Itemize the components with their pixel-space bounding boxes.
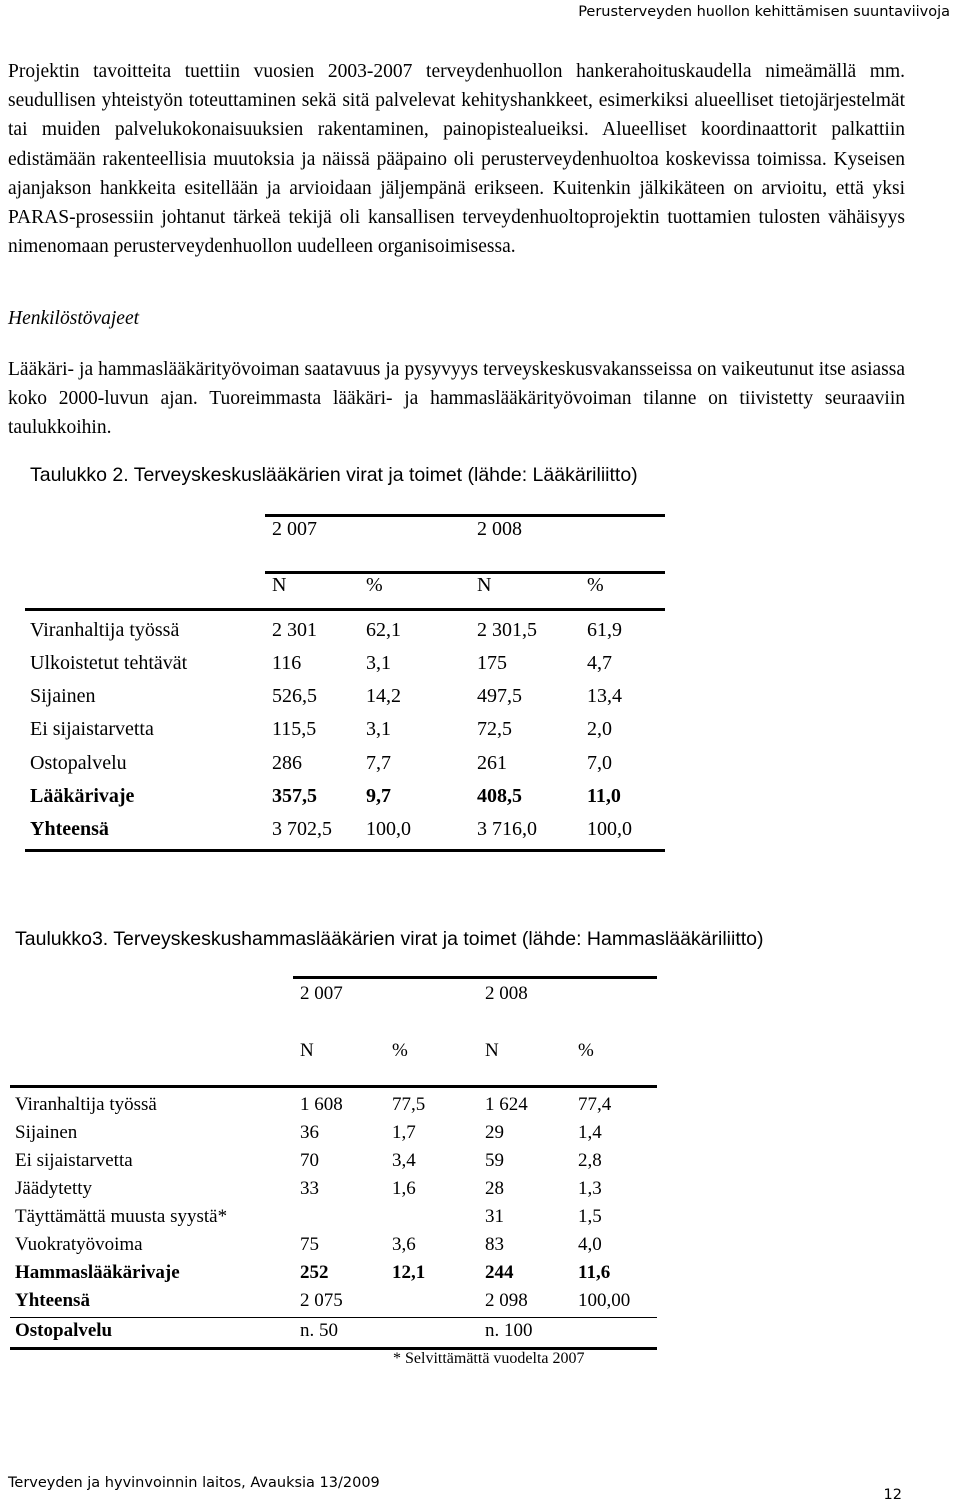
table3-subheader-pct: % [578, 1040, 594, 1061]
table3-cell: 2 075 [300, 1290, 343, 1311]
table3-row-label: Hammaslääkärivaje [15, 1262, 180, 1283]
table3-cell: n. 50 [300, 1320, 338, 1341]
table2-cell: 3 702,5 [272, 818, 332, 840]
table2-cell: 62,1 [366, 619, 401, 641]
table3-cell: 75 [300, 1234, 319, 1255]
table3-cell: 100,00 [578, 1290, 631, 1311]
table2-cell: 526,5 [272, 685, 317, 707]
table2-cell: 3,1 [366, 718, 391, 740]
table3-cell: 4,0 [578, 1234, 602, 1255]
table3-footnote: * Selvittämättä vuodelta 2007 [393, 1350, 585, 1367]
table3-top-rule [293, 976, 657, 979]
table3-year-2008: 2 008 [485, 983, 528, 1004]
table2-subheader-n: N [272, 574, 287, 596]
table3-divider-rule [10, 1317, 657, 1318]
table3-subheader-n: N [485, 1040, 499, 1061]
table3-cell: 1,4 [578, 1122, 602, 1143]
table3-cell: 1,3 [578, 1178, 602, 1199]
table3-cell: 1 624 [485, 1094, 528, 1115]
table3-row-label: Vuokratyövoima [15, 1234, 143, 1255]
table2-row-label: Ulkoistetut tehtävät [30, 652, 188, 674]
table3-cell: 1 608 [300, 1094, 343, 1115]
table2-cell: 2,0 [587, 718, 612, 740]
table3-row-label: Yhteensä [15, 1290, 90, 1311]
table2-cell: 116 [272, 652, 302, 674]
table3-cell: 252 [300, 1262, 329, 1283]
table2-cell: 11,0 [587, 785, 621, 807]
table3-row-label: Ei sijaistarvetta [15, 1150, 133, 1171]
table2-cell: 7,7 [366, 752, 391, 774]
table3-cell: 11,6 [578, 1262, 611, 1283]
table3-subheader-pct: % [392, 1040, 408, 1061]
table2-cell: 286 [272, 752, 302, 774]
table2-header-rule [25, 608, 665, 611]
table2-cell: 2 301,5 [477, 619, 537, 641]
table2-row-label: Yhteensä [30, 818, 109, 840]
table3-row-label: Jäädytetty [15, 1178, 93, 1199]
table2-cell: 357,5 [272, 785, 317, 807]
table3-cell: 2 098 [485, 1290, 528, 1311]
table2-year-2007: 2 007 [272, 518, 317, 540]
table3-row-label: Viranhaltija työssä [15, 1094, 157, 1115]
table2-cell: 14,2 [366, 685, 401, 707]
table3-cell: n. 100 [485, 1320, 533, 1341]
table3-cell: 77,5 [392, 1094, 426, 1115]
table3-cell: 3,6 [392, 1234, 416, 1255]
table2-cell: 2 301 [272, 619, 317, 641]
table2-row-label: Sijainen [30, 685, 96, 707]
table2-year-2008: 2 008 [477, 518, 522, 540]
table2-cell: 72,5 [477, 718, 512, 740]
table3-row-label: Täyttämättä muusta syystä* [15, 1206, 228, 1227]
table2-cell: 9,7 [366, 785, 391, 807]
table3-header-rule [10, 1085, 657, 1088]
table3-cell: 28 [485, 1178, 504, 1199]
table2-row-label: Viranhaltija työssä [30, 619, 180, 641]
table3-cell: 2,8 [578, 1150, 602, 1171]
table2-cell: 115,5 [272, 718, 317, 740]
table3-subheader-n: N [300, 1040, 314, 1061]
table2-subheader-pct: % [587, 574, 604, 596]
table3-row-label: Ostopalvelu [15, 1320, 113, 1341]
table3-cell: 29 [485, 1122, 504, 1143]
table2-top-rule [265, 514, 665, 517]
running-title: Perusterveyden huollon kehittämisen suuntaviivoja [578, 4, 950, 20]
table3-cell: 33 [300, 1178, 319, 1199]
table2-cell: 13,4 [587, 685, 622, 707]
table2-cell: 61,9 [587, 619, 622, 641]
section-heading: Henkilöstövajeet [8, 308, 140, 329]
table3-cell: 1,6 [392, 1178, 416, 1199]
table3-cell: 77,4 [578, 1094, 612, 1115]
table2-row-label: Ostopalvelu [30, 752, 127, 774]
table2-cell: 261 [477, 752, 507, 774]
table2-cell: 7,0 [587, 752, 612, 774]
paragraph-project-goals: Projektin tavoitteita tuettiin vuosien 2003-2007 terveydenhuollon hankerahoituskaudella nimeämällä mm. seudullisen yhteistyön toteuttaminen sekä sitä palvelevat kehityshankkeet, esimerkiksi alueelliset tietojärjestelmät tai muiden palvelukokonaisuuksien rakentaminen, painopistealueiksi. Alueelliset koordinaattorit palkattiin edistämään rakenteellisia muutoksia ja näissä pääpaino oli perusterveydenhuoltoa koskevissa toimissa. Kyseisen ajanjakson hankkeita esitellään ja arvioidaan jäljempänä erikseen. Kuitenkin jälkikäteen on arvioitu, että yksi PARAS-prosessiin johtanut tärkeä tekijä oli kansallisen terveydenhuoltoprojektin tuottamien tulosten vähäisyys nimenomaan perusterveydenhuollon uudelleen organisoimisessa. [8, 61, 905, 258]
table2-row-label: Lääkärivaje [30, 785, 135, 807]
table3-cell: 244 [485, 1262, 514, 1283]
table2-cell: 497,5 [477, 685, 522, 707]
footer-publisher: Terveyden ja hyvinvoinnin laitos, Avauksia 13/2009 [8, 1475, 380, 1491]
table3-cell: 31 [485, 1206, 504, 1227]
table2-cell: 175 [477, 652, 507, 674]
table3-cell: 1,5 [578, 1206, 602, 1227]
table3-cell: 36 [300, 1122, 319, 1143]
table2-bottom-rule [25, 849, 665, 852]
table2-cell: 3,1 [366, 652, 391, 674]
table2-caption: Taulukko 2. Terveyskeskuslääkärien virat ja toimet (lähde: Lääkäriliitto) [30, 464, 638, 486]
table3-cell: 70 [300, 1150, 319, 1171]
table2-subheader-n: N [477, 574, 492, 596]
table2-year-rule [265, 571, 665, 574]
table2-row-label: Ei sijaistarvetta [30, 718, 154, 740]
table3-caption: Taulukko3. Terveyskeskushammaslääkärien virat ja toimet (lähde: Hammaslääkäriliitto) [15, 928, 764, 950]
table3-row-label: Sijainen [15, 1122, 78, 1143]
table3-cell: 1,7 [392, 1122, 416, 1143]
table2-cell: 100,0 [366, 818, 411, 840]
table3-year-2007: 2 007 [300, 983, 343, 1004]
page-number: 12 [883, 1487, 902, 1503]
table3-cell: 3,4 [392, 1150, 416, 1171]
paragraph-workforce: Lääkäri- ja hammaslääkärityövoiman saatavuus ja pysyvyys terveyskeskusvakansseissa on vaikeutunut itse asiassa koko 2000-luvun ajan. Tuoreimmasta lääkäri- ja hammaslääkärityövoiman tilanne on tiivistetty seuraaviin taulukkoihin. [8, 359, 905, 439]
table3-cell: 12,1 [392, 1262, 426, 1283]
table2-cell: 408,5 [477, 785, 522, 807]
table3-cell: 83 [485, 1234, 504, 1255]
table2-cell: 4,7 [587, 652, 612, 674]
table2-cell: 100,0 [587, 818, 632, 840]
table2-subheader-pct: % [366, 574, 383, 596]
table2-cell: 3 716,0 [477, 818, 537, 840]
table3-cell: 59 [485, 1150, 504, 1171]
